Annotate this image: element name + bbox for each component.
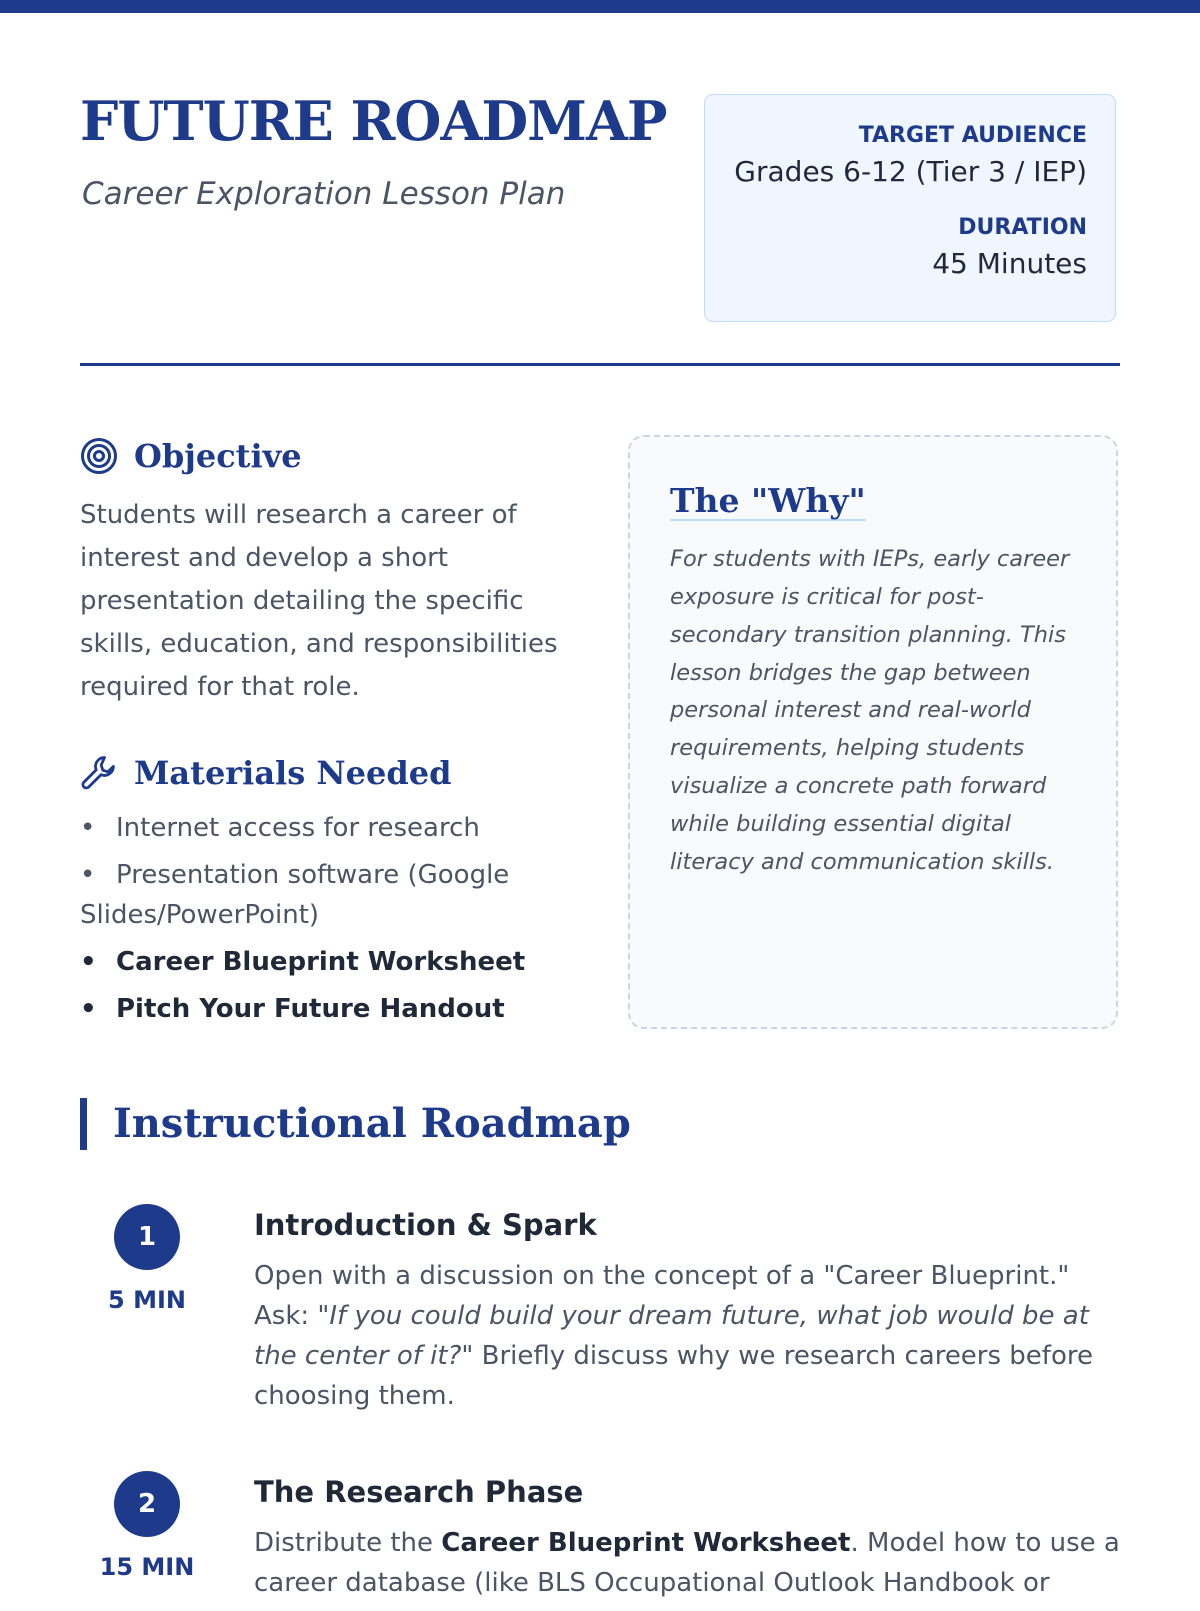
- duration-value: 45 Minutes: [932, 247, 1087, 281]
- bullet-icon: •: [80, 947, 97, 977]
- step-duration: 15 MIN: [99, 1553, 195, 1581]
- page-subtitle: Career Exploration Lesson Plan: [82, 176, 566, 212]
- list-item: [80, 855, 580, 935]
- step-desc-text: Open with a discussion on the concept of a "Career Blueprint." Ask:: [254, 1261, 1070, 1331]
- bullet-icon: •: [80, 860, 96, 890]
- roadmap-step: [80, 1471, 1120, 1611]
- step-number-badge: 1: [114, 1204, 180, 1270]
- step-description: [254, 1523, 1120, 1603]
- material-item-text: Internet access for research: [116, 813, 480, 843]
- objective-text: Students will research a career of interest and develop a short presentation detailing the specific skills, education, and responsibilities required for that role.: [80, 500, 558, 702]
- step-title: The Research Phase: [254, 1475, 584, 1509]
- roadmap-heading-row: [80, 1098, 631, 1150]
- materials-list: [80, 808, 580, 1036]
- step-desc-text: Distribute the: [254, 1528, 442, 1558]
- list-item: [80, 942, 580, 982]
- step-number-badge: 2: [114, 1471, 180, 1537]
- bullet-icon: •: [80, 813, 96, 843]
- step-description: [254, 1256, 1120, 1416]
- lesson-plan-page: [80, 0, 1120, 1600]
- objective-heading-row: [80, 437, 302, 475]
- step-desc-worksheet: Career Blueprint Worksheet: [441, 1528, 851, 1558]
- target-audience-value: Grades 6-12 (Tier 3 / IEP): [734, 155, 1087, 189]
- step-desc-text: Briefly discuss why we research careers before choosing them.: [254, 1341, 1093, 1411]
- header-divider: [80, 363, 1120, 366]
- roadmap-heading: Instructional Roadmap: [113, 1100, 631, 1147]
- bullet-icon: •: [80, 994, 97, 1024]
- why-text: For students with IEPs, early career exposure is critical for post-secondary transition planning. This lesson bridges the gap between personal interest and real-world requirements, helping students visualize a concrete path forward while building essential digital literacy and communication skills.: [670, 546, 1070, 875]
- step-desc-text: . Model how to use a career database (like BLS Occupational Outlook Handbook or: [254, 1528, 1120, 1598]
- lesson-info-box: [704, 94, 1116, 322]
- page-title: FUTURE ROADMAP: [80, 89, 667, 153]
- duration-label: DURATION: [958, 214, 1087, 240]
- target-icon: [80, 437, 118, 475]
- material-item-text: Career Blueprint Worksheet: [116, 947, 526, 977]
- material-item-text: Presentation software (Google Slides/PowerPoint): [80, 860, 510, 930]
- list-item: [80, 989, 580, 1029]
- why-title: The "Why": [670, 481, 866, 520]
- objective-heading: Objective: [134, 437, 302, 475]
- material-item-text: Pitch Your Future Handout: [116, 994, 505, 1024]
- step-title: Introduction & Spark: [254, 1208, 597, 1242]
- wrench-icon: [80, 754, 118, 792]
- roadmap-step: [80, 1204, 1120, 1414]
- step-desc-question: "If you could build your dream future, what job would be at the center of it?": [254, 1301, 1089, 1371]
- materials-heading: Materials Needed: [134, 754, 452, 792]
- step-duration: 5 MIN: [108, 1286, 186, 1314]
- target-audience-label: TARGET AUDIENCE: [858, 123, 1087, 148]
- why-callout-box: [628, 435, 1118, 1029]
- materials-heading-row: [80, 754, 451, 792]
- list-item: [80, 808, 580, 848]
